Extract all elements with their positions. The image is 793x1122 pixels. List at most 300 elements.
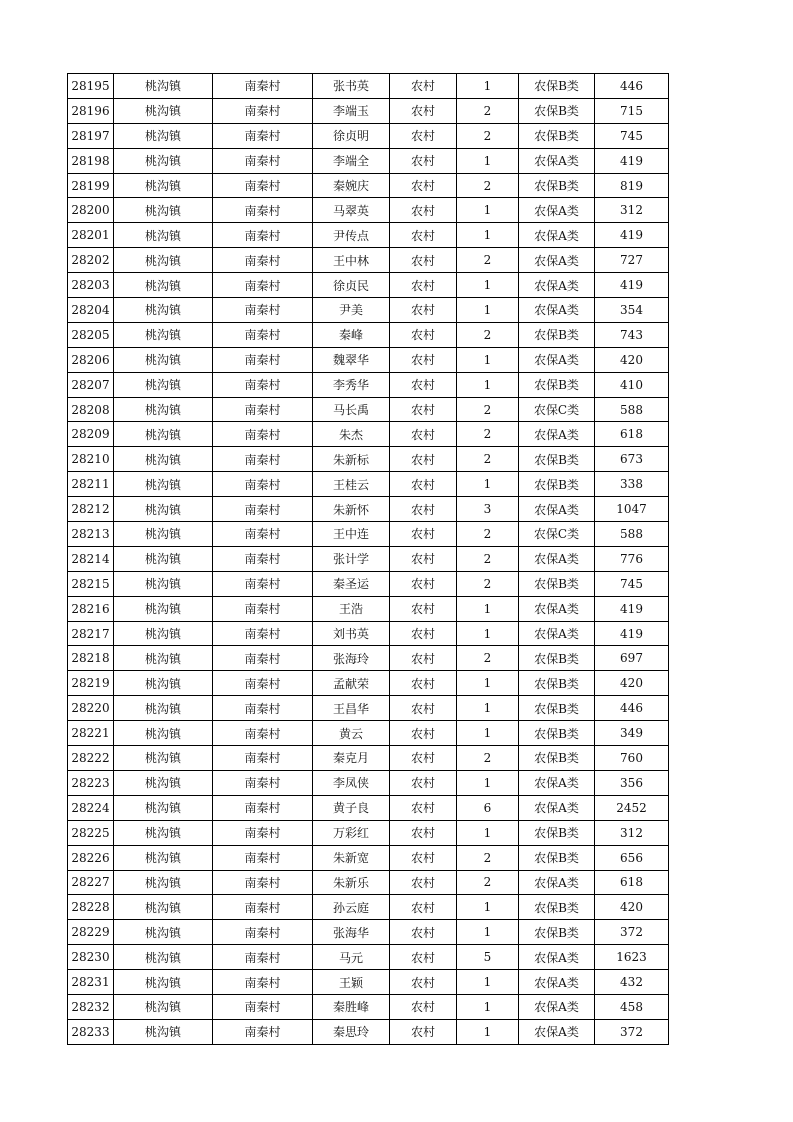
village-cell: 南秦村: [213, 273, 313, 298]
insurance-category-cell: 农保A类: [519, 945, 595, 970]
town-cell: 桃沟镇: [114, 198, 213, 223]
household-size-cell: 2: [457, 397, 519, 422]
household-size-cell: 1: [457, 198, 519, 223]
insurance-category-cell: 农保B类: [519, 845, 595, 870]
insurance-category-cell: 农保A类: [519, 148, 595, 173]
insurance-category-cell: 农保A类: [519, 248, 595, 273]
person-name-cell: 刘书英: [313, 621, 390, 646]
residence-type-cell: 农村: [390, 820, 457, 845]
person-name-cell: 马长禹: [313, 397, 390, 422]
household-size-cell: 2: [457, 845, 519, 870]
person-name-cell: 王昌华: [313, 696, 390, 721]
residence-type-cell: 农村: [390, 920, 457, 945]
town-cell: 桃沟镇: [114, 646, 213, 671]
record-id-cell: 28209: [68, 422, 114, 447]
town-cell: 桃沟镇: [114, 994, 213, 1019]
record-id-cell: 28221: [68, 721, 114, 746]
amount-cell: 420: [595, 895, 669, 920]
village-cell: 南秦村: [213, 123, 313, 148]
amount-cell: 588: [595, 522, 669, 547]
table-row: [68, 223, 669, 248]
amount-cell: 356: [595, 770, 669, 795]
insurance-category-cell: 农保C类: [519, 522, 595, 547]
town-cell: 桃沟镇: [114, 422, 213, 447]
table-row: [68, 1019, 669, 1044]
town-cell: 桃沟镇: [114, 273, 213, 298]
household-size-cell: 2: [457, 522, 519, 547]
town-cell: 桃沟镇: [114, 74, 213, 99]
record-id-cell: 28219: [68, 671, 114, 696]
amount-cell: 419: [595, 148, 669, 173]
town-cell: 桃沟镇: [114, 596, 213, 621]
amount-cell: 354: [595, 298, 669, 323]
record-id-cell: 28220: [68, 696, 114, 721]
amount-cell: 697: [595, 646, 669, 671]
residence-type-cell: 农村: [390, 447, 457, 472]
record-id-cell: 28218: [68, 646, 114, 671]
residence-type-cell: 农村: [390, 596, 457, 621]
person-name-cell: 秦克月: [313, 746, 390, 771]
person-name-cell: 朱新标: [313, 447, 390, 472]
record-id-cell: 28231: [68, 970, 114, 995]
town-cell: 桃沟镇: [114, 770, 213, 795]
amount-cell: 372: [595, 920, 669, 945]
household-size-cell: 6: [457, 795, 519, 820]
village-cell: 南秦村: [213, 646, 313, 671]
table-row: [68, 945, 669, 970]
person-name-cell: 李凤侠: [313, 770, 390, 795]
residence-type-cell: 农村: [390, 696, 457, 721]
insurance-category-cell: 农保A类: [519, 497, 595, 522]
town-cell: 桃沟镇: [114, 970, 213, 995]
village-cell: 南秦村: [213, 546, 313, 571]
household-size-cell: 1: [457, 895, 519, 920]
record-id-cell: 28211: [68, 472, 114, 497]
village-cell: 南秦村: [213, 994, 313, 1019]
amount-cell: 446: [595, 696, 669, 721]
town-cell: 桃沟镇: [114, 322, 213, 347]
table-row: [68, 173, 669, 198]
town-cell: 桃沟镇: [114, 945, 213, 970]
table-row: [68, 497, 669, 522]
household-size-cell: 1: [457, 920, 519, 945]
household-size-cell: 2: [457, 746, 519, 771]
person-name-cell: 王桂云: [313, 472, 390, 497]
record-id-cell: 28223: [68, 770, 114, 795]
amount-cell: 2452: [595, 795, 669, 820]
amount-cell: 349: [595, 721, 669, 746]
record-id-cell: 28195: [68, 74, 114, 99]
person-name-cell: 张书英: [313, 74, 390, 99]
household-size-cell: 1: [457, 696, 519, 721]
town-cell: 桃沟镇: [114, 571, 213, 596]
amount-cell: 419: [595, 596, 669, 621]
insurance-category-cell: 农保A类: [519, 770, 595, 795]
household-size-cell: 1: [457, 148, 519, 173]
insurance-category-cell: 农保B类: [519, 746, 595, 771]
person-name-cell: 秦圣运: [313, 571, 390, 596]
insurance-category-cell: 农保B类: [519, 721, 595, 746]
amount-cell: 588: [595, 397, 669, 422]
amount-cell: 458: [595, 994, 669, 1019]
residence-type-cell: 农村: [390, 746, 457, 771]
person-name-cell: 万彩红: [313, 820, 390, 845]
insurance-category-cell: 农保B类: [519, 472, 595, 497]
household-size-cell: 2: [457, 322, 519, 347]
household-size-cell: 1: [457, 721, 519, 746]
table-row: [68, 571, 669, 596]
table-row: [68, 74, 669, 99]
record-id-cell: 28199: [68, 173, 114, 198]
village-cell: 南秦村: [213, 447, 313, 472]
insurance-category-cell: 农保A类: [519, 795, 595, 820]
record-id-cell: 28233: [68, 1019, 114, 1044]
record-id-cell: 28210: [68, 447, 114, 472]
record-id-cell: 28200: [68, 198, 114, 223]
town-cell: 桃沟镇: [114, 721, 213, 746]
town-cell: 桃沟镇: [114, 870, 213, 895]
village-cell: 南秦村: [213, 472, 313, 497]
table-row: [68, 671, 669, 696]
table-row: [68, 920, 669, 945]
table-row: [68, 746, 669, 771]
village-cell: 南秦村: [213, 522, 313, 547]
record-id-cell: 28214: [68, 546, 114, 571]
record-id-cell: 28228: [68, 895, 114, 920]
residence-type-cell: 农村: [390, 945, 457, 970]
record-id-cell: 28225: [68, 820, 114, 845]
town-cell: 桃沟镇: [114, 746, 213, 771]
household-size-cell: 1: [457, 74, 519, 99]
record-id-cell: 28215: [68, 571, 114, 596]
insurance-category-cell: 农保A类: [519, 198, 595, 223]
record-id-cell: 28222: [68, 746, 114, 771]
household-size-cell: 1: [457, 372, 519, 397]
insurance-category-cell: 农保A类: [519, 870, 595, 895]
village-cell: 南秦村: [213, 895, 313, 920]
town-cell: 桃沟镇: [114, 1019, 213, 1044]
residence-type-cell: 农村: [390, 770, 457, 795]
village-cell: 南秦村: [213, 397, 313, 422]
amount-cell: 338: [595, 472, 669, 497]
person-name-cell: 孟献荣: [313, 671, 390, 696]
person-name-cell: 黄子良: [313, 795, 390, 820]
amount-cell: 727: [595, 248, 669, 273]
household-size-cell: 1: [457, 994, 519, 1019]
table-row: [68, 970, 669, 995]
record-id-cell: 28206: [68, 347, 114, 372]
residence-type-cell: 农村: [390, 721, 457, 746]
person-name-cell: 秦婉庆: [313, 173, 390, 198]
town-cell: 桃沟镇: [114, 895, 213, 920]
table-row: [68, 347, 669, 372]
town-cell: 桃沟镇: [114, 920, 213, 945]
person-name-cell: 朱新乐: [313, 870, 390, 895]
record-id-cell: 28212: [68, 497, 114, 522]
insurance-category-cell: 农保B类: [519, 372, 595, 397]
village-cell: 南秦村: [213, 248, 313, 273]
table-row: [68, 447, 669, 472]
village-cell: 南秦村: [213, 74, 313, 99]
records-table: [67, 73, 669, 1045]
amount-cell: 618: [595, 422, 669, 447]
table-row: [68, 646, 669, 671]
town-cell: 桃沟镇: [114, 397, 213, 422]
insurance-category-cell: 农保A类: [519, 994, 595, 1019]
residence-type-cell: 农村: [390, 298, 457, 323]
insurance-category-cell: 农保A类: [519, 422, 595, 447]
residence-type-cell: 农村: [390, 123, 457, 148]
insurance-category-cell: 农保B类: [519, 571, 595, 596]
record-id-cell: 28205: [68, 322, 114, 347]
person-name-cell: 李端玉: [313, 98, 390, 123]
person-name-cell: 尹传点: [313, 223, 390, 248]
town-cell: 桃沟镇: [114, 98, 213, 123]
residence-type-cell: 农村: [390, 646, 457, 671]
village-cell: 南秦村: [213, 671, 313, 696]
record-id-cell: 28204: [68, 298, 114, 323]
person-name-cell: 魏翠华: [313, 347, 390, 372]
table-row: [68, 198, 669, 223]
residence-type-cell: 农村: [390, 74, 457, 99]
person-name-cell: 马元: [313, 945, 390, 970]
record-id-cell: 28197: [68, 123, 114, 148]
table-row: [68, 546, 669, 571]
insurance-category-cell: 农保A类: [519, 223, 595, 248]
residence-type-cell: 农村: [390, 994, 457, 1019]
amount-cell: 1623: [595, 945, 669, 970]
record-id-cell: 28217: [68, 621, 114, 646]
residence-type-cell: 农村: [390, 148, 457, 173]
amount-cell: 760: [595, 746, 669, 771]
town-cell: 桃沟镇: [114, 298, 213, 323]
town-cell: 桃沟镇: [114, 372, 213, 397]
insurance-category-cell: 农保A类: [519, 621, 595, 646]
table-row: [68, 994, 669, 1019]
household-size-cell: 1: [457, 298, 519, 323]
village-cell: 南秦村: [213, 347, 313, 372]
household-size-cell: 3: [457, 497, 519, 522]
insurance-category-cell: 农保B类: [519, 820, 595, 845]
record-id-cell: 28208: [68, 397, 114, 422]
residence-type-cell: 农村: [390, 522, 457, 547]
village-cell: 南秦村: [213, 770, 313, 795]
town-cell: 桃沟镇: [114, 522, 213, 547]
insurance-category-cell: 农保B类: [519, 671, 595, 696]
table-row: [68, 696, 669, 721]
residence-type-cell: 农村: [390, 98, 457, 123]
household-size-cell: 2: [457, 248, 519, 273]
household-size-cell: 2: [457, 571, 519, 596]
town-cell: 桃沟镇: [114, 671, 213, 696]
town-cell: 桃沟镇: [114, 223, 213, 248]
person-name-cell: 秦胜峰: [313, 994, 390, 1019]
amount-cell: 432: [595, 970, 669, 995]
residence-type-cell: 农村: [390, 397, 457, 422]
household-size-cell: 2: [457, 870, 519, 895]
insurance-category-cell: 农保A类: [519, 298, 595, 323]
village-cell: 南秦村: [213, 372, 313, 397]
residence-type-cell: 农村: [390, 497, 457, 522]
table-row: [68, 522, 669, 547]
table-row: [68, 721, 669, 746]
village-cell: 南秦村: [213, 870, 313, 895]
insurance-category-cell: 农保B类: [519, 322, 595, 347]
person-name-cell: 王中林: [313, 248, 390, 273]
insurance-category-cell: 农保A类: [519, 970, 595, 995]
amount-cell: 776: [595, 546, 669, 571]
person-name-cell: 张计学: [313, 546, 390, 571]
amount-cell: 819: [595, 173, 669, 198]
amount-cell: 446: [595, 74, 669, 99]
amount-cell: 673: [595, 447, 669, 472]
person-name-cell: 王中连: [313, 522, 390, 547]
town-cell: 桃沟镇: [114, 447, 213, 472]
town-cell: 桃沟镇: [114, 472, 213, 497]
amount-cell: 745: [595, 571, 669, 596]
village-cell: 南秦村: [213, 795, 313, 820]
amount-cell: 312: [595, 820, 669, 845]
household-size-cell: 2: [457, 98, 519, 123]
household-size-cell: 1: [457, 770, 519, 795]
table-row: [68, 98, 669, 123]
amount-cell: 618: [595, 870, 669, 895]
record-id-cell: 28216: [68, 596, 114, 621]
person-name-cell: 朱新宽: [313, 845, 390, 870]
insurance-category-cell: 农保B类: [519, 447, 595, 472]
person-name-cell: 王浩: [313, 596, 390, 621]
insurance-category-cell: 农保A类: [519, 546, 595, 571]
person-name-cell: 李秀华: [313, 372, 390, 397]
insurance-category-cell: 农保B类: [519, 173, 595, 198]
town-cell: 桃沟镇: [114, 497, 213, 522]
village-cell: 南秦村: [213, 223, 313, 248]
person-name-cell: 朱杰: [313, 422, 390, 447]
village-cell: 南秦村: [213, 970, 313, 995]
town-cell: 桃沟镇: [114, 546, 213, 571]
household-size-cell: 1: [457, 472, 519, 497]
person-name-cell: 尹美: [313, 298, 390, 323]
amount-cell: 419: [595, 273, 669, 298]
person-name-cell: 张海玲: [313, 646, 390, 671]
table-row: [68, 273, 669, 298]
record-id-cell: 28207: [68, 372, 114, 397]
record-id-cell: 28227: [68, 870, 114, 895]
household-size-cell: 1: [457, 223, 519, 248]
household-size-cell: 2: [457, 447, 519, 472]
village-cell: 南秦村: [213, 596, 313, 621]
village-cell: 南秦村: [213, 696, 313, 721]
table-row: [68, 397, 669, 422]
insurance-category-cell: 农保B类: [519, 895, 595, 920]
person-name-cell: 朱新怀: [313, 497, 390, 522]
residence-type-cell: 农村: [390, 198, 457, 223]
person-name-cell: 李端全: [313, 148, 390, 173]
village-cell: 南秦村: [213, 422, 313, 447]
residence-type-cell: 农村: [390, 273, 457, 298]
insurance-category-cell: 农保A类: [519, 596, 595, 621]
village-cell: 南秦村: [213, 820, 313, 845]
table-row: [68, 621, 669, 646]
household-size-cell: 1: [457, 820, 519, 845]
residence-type-cell: 农村: [390, 795, 457, 820]
table-row: [68, 895, 669, 920]
table-row: [68, 845, 669, 870]
village-cell: 南秦村: [213, 746, 313, 771]
household-size-cell: 2: [457, 123, 519, 148]
residence-type-cell: 农村: [390, 223, 457, 248]
town-cell: 桃沟镇: [114, 173, 213, 198]
record-id-cell: 28232: [68, 994, 114, 1019]
residence-type-cell: 农村: [390, 546, 457, 571]
insurance-category-cell: 农保B类: [519, 696, 595, 721]
town-cell: 桃沟镇: [114, 347, 213, 372]
person-name-cell: 徐贞民: [313, 273, 390, 298]
residence-type-cell: 农村: [390, 472, 457, 497]
village-cell: 南秦村: [213, 845, 313, 870]
household-size-cell: 1: [457, 1019, 519, 1044]
household-size-cell: 1: [457, 621, 519, 646]
town-cell: 桃沟镇: [114, 123, 213, 148]
person-name-cell: 张海华: [313, 920, 390, 945]
table-row: [68, 422, 669, 447]
household-size-cell: 1: [457, 347, 519, 372]
person-name-cell: 秦峰: [313, 322, 390, 347]
village-cell: 南秦村: [213, 621, 313, 646]
record-id-cell: 28196: [68, 98, 114, 123]
village-cell: 南秦村: [213, 497, 313, 522]
residence-type-cell: 农村: [390, 173, 457, 198]
person-name-cell: 黄云: [313, 721, 390, 746]
household-size-cell: 2: [457, 173, 519, 198]
amount-cell: 410: [595, 372, 669, 397]
person-name-cell: 秦思玲: [313, 1019, 390, 1044]
residence-type-cell: 农村: [390, 347, 457, 372]
table-row: [68, 248, 669, 273]
village-cell: 南秦村: [213, 322, 313, 347]
insurance-category-cell: 农保A类: [519, 273, 595, 298]
residence-type-cell: 农村: [390, 1019, 457, 1044]
table-row: [68, 298, 669, 323]
insurance-category-cell: 农保B类: [519, 646, 595, 671]
residence-type-cell: 农村: [390, 422, 457, 447]
table-row: [68, 372, 669, 397]
record-id-cell: 28203: [68, 273, 114, 298]
amount-cell: 419: [595, 621, 669, 646]
household-size-cell: 2: [457, 422, 519, 447]
insurance-category-cell: 农保B类: [519, 98, 595, 123]
village-cell: 南秦村: [213, 198, 313, 223]
amount-cell: 656: [595, 845, 669, 870]
person-name-cell: 王颖: [313, 970, 390, 995]
record-id-cell: 28202: [68, 248, 114, 273]
village-cell: 南秦村: [213, 173, 313, 198]
amount-cell: 743: [595, 322, 669, 347]
person-name-cell: 徐贞明: [313, 123, 390, 148]
table-row: [68, 770, 669, 795]
village-cell: 南秦村: [213, 721, 313, 746]
village-cell: 南秦村: [213, 298, 313, 323]
amount-cell: 419: [595, 223, 669, 248]
amount-cell: 420: [595, 347, 669, 372]
insurance-category-cell: 农保B类: [519, 920, 595, 945]
amount-cell: 745: [595, 123, 669, 148]
household-size-cell: 2: [457, 646, 519, 671]
residence-type-cell: 农村: [390, 671, 457, 696]
town-cell: 桃沟镇: [114, 696, 213, 721]
table-row: [68, 596, 669, 621]
village-cell: 南秦村: [213, 148, 313, 173]
